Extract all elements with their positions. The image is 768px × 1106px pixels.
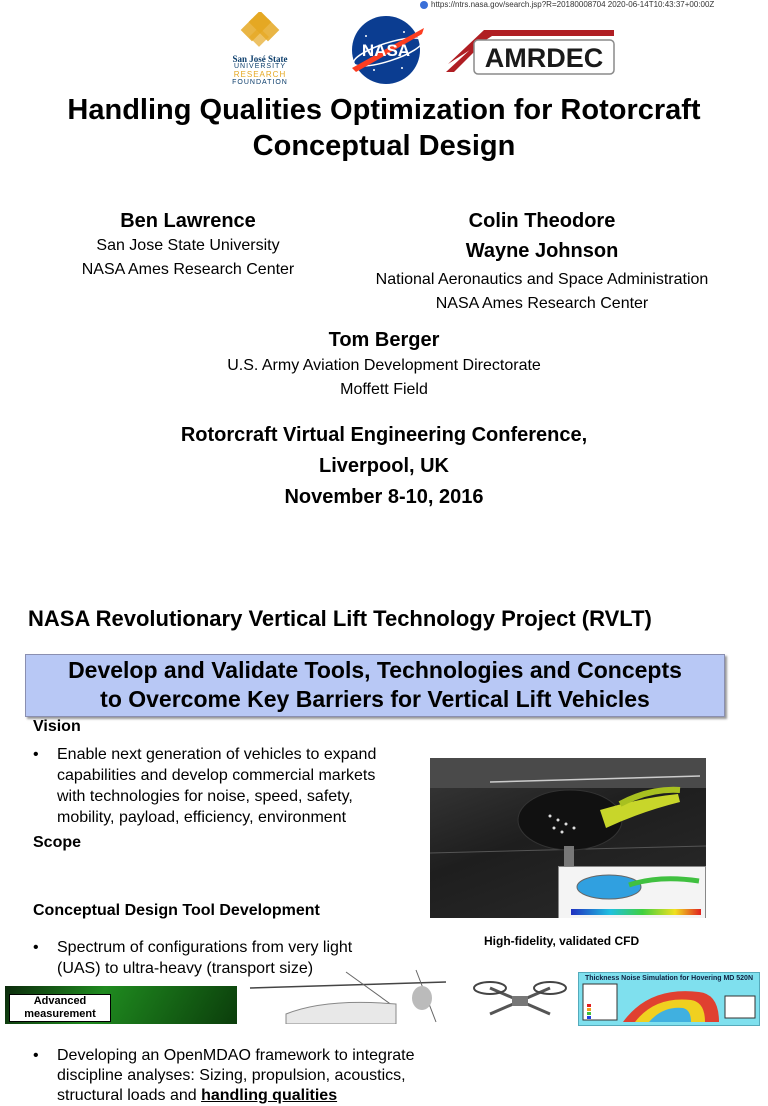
bullet-text: capabilities and develop commercial markets <box>57 767 376 784</box>
bullet-text: Enable next generation of vehicles to expand <box>57 746 377 763</box>
label-line: Advanced <box>33 995 87 1007</box>
author-affiliation: NASA Ames Research Center <box>435 295 649 312</box>
rvlt-heading: NASA Revolutionary Vertical Lift Technology Project (RVLT) <box>28 606 652 631</box>
noise-map-icon <box>579 982 759 1022</box>
author-block-bottom <box>0 326 768 402</box>
sjsu-logo <box>226 12 294 84</box>
author-block-left <box>48 208 328 282</box>
author-block-right <box>352 208 732 316</box>
bullet-icon: • <box>33 1047 39 1064</box>
measurement-image <box>5 986 237 1024</box>
vision-label: Vision <box>33 718 81 735</box>
cfd-inset <box>558 866 706 918</box>
bullet-text: structural loads and <box>57 1087 202 1104</box>
goal-banner <box>25 654 725 717</box>
bullet-text: Developing an OpenMDAO framework to integrate <box>57 1047 415 1064</box>
sjsu-logo-line3: RESEARCH <box>233 70 287 79</box>
amrdec-emblem-icon <box>444 24 618 78</box>
handling-qualities-highlight: handling qualities <box>201 1087 338 1104</box>
author-name: Tom Berger <box>328 329 440 351</box>
tiltrotor-image <box>246 968 458 1024</box>
ntrs-stamp-text: https://ntrs.nasa.gov/search.jsp?R=20180008704 2020-06-14T10:43:37+00:00Z <box>431 0 715 9</box>
conference-name: Rotorcraft Virtual Engineering Conference, <box>180 424 588 446</box>
bullet-text-last <box>57 1086 457 1106</box>
bullet-icon: • <box>33 939 39 956</box>
bullet-icon: • <box>33 746 39 763</box>
cfd-photo <box>430 758 706 918</box>
author-name: Colin Theodore <box>468 210 616 232</box>
title-line-1: Handling Qualities Optimization for Rotorcraft <box>67 94 701 126</box>
nasa-meatball-icon <box>344 14 428 86</box>
amrdec-logo-text: AMRDEC <box>484 43 604 73</box>
rotorcraft-concept-icon <box>246 968 458 1024</box>
cfd-caption: High-fidelity, validated CFD <box>484 934 640 948</box>
cdt-bullet <box>33 1046 457 1106</box>
quadcopter-icon <box>470 974 570 1024</box>
bullet-text: Spectrum of configurations from very light <box>57 939 353 956</box>
banner-line-2: to Overcome Key Barriers for Vertical Lift Vehicles <box>100 686 650 712</box>
author-affiliation: National Aeronautics and Space Administration <box>375 271 709 288</box>
paper-title <box>0 92 768 164</box>
sjsu-logo-line1: San José State <box>232 54 288 64</box>
bullet-text: discipline analyses: Sizing, propulsion, acoustics, <box>57 1067 406 1084</box>
noise-simulation-image <box>578 972 760 1026</box>
conference-date: November 8-10, 2016 <box>284 486 484 508</box>
sjsu-logo-line4: FOUNDATION <box>232 79 288 86</box>
cfd-pressure-map-icon <box>559 867 705 918</box>
noise-simulation-title: Thickness Noise Simulation for Hovering MD 520N <box>584 975 754 982</box>
quadcopter-image <box>470 974 570 1024</box>
bullet-text: (UAS) to ultra-heavy (transport size) <box>57 960 314 977</box>
bullet-text: mobility, payload, efficiency, environment <box>57 809 347 826</box>
scope-label: Scope <box>33 834 82 851</box>
banner-line-1: Develop and Validate Tools, Technologies and Concepts <box>68 657 682 683</box>
author-name: Wayne Johnson <box>465 240 619 262</box>
author-affiliation: Moffett Field <box>340 381 428 398</box>
sjsu-emblem-icon <box>226 12 294 50</box>
ntrs-stamp <box>420 0 714 9</box>
label-line: measurement <box>24 1008 96 1020</box>
conference-info <box>0 420 768 513</box>
sjsu-logo-line2: UNIVERSITY <box>233 63 286 70</box>
globe-icon <box>420 1 428 9</box>
title-line-2: Conceptual Design <box>252 130 516 162</box>
conference-location: Liverpool, UK <box>318 455 449 477</box>
author-affiliation: NASA Ames Research Center <box>81 261 295 278</box>
nasa-logo <box>344 14 428 86</box>
author-name: Ben Lawrence <box>120 210 256 232</box>
amrdec-logo <box>444 24 618 78</box>
cdt-label: Conceptual Design Tool Development <box>33 902 320 919</box>
nasa-logo-text: NASA <box>361 41 411 60</box>
author-affiliation: San Jose State University <box>96 237 280 254</box>
bullet-text: with technologies for noise, speed, safety, <box>57 788 353 805</box>
author-affiliation: U.S. Army Aviation Development Directorate <box>227 357 541 374</box>
advanced-measurement-label <box>9 994 111 1022</box>
vision-bullet <box>33 744 457 828</box>
